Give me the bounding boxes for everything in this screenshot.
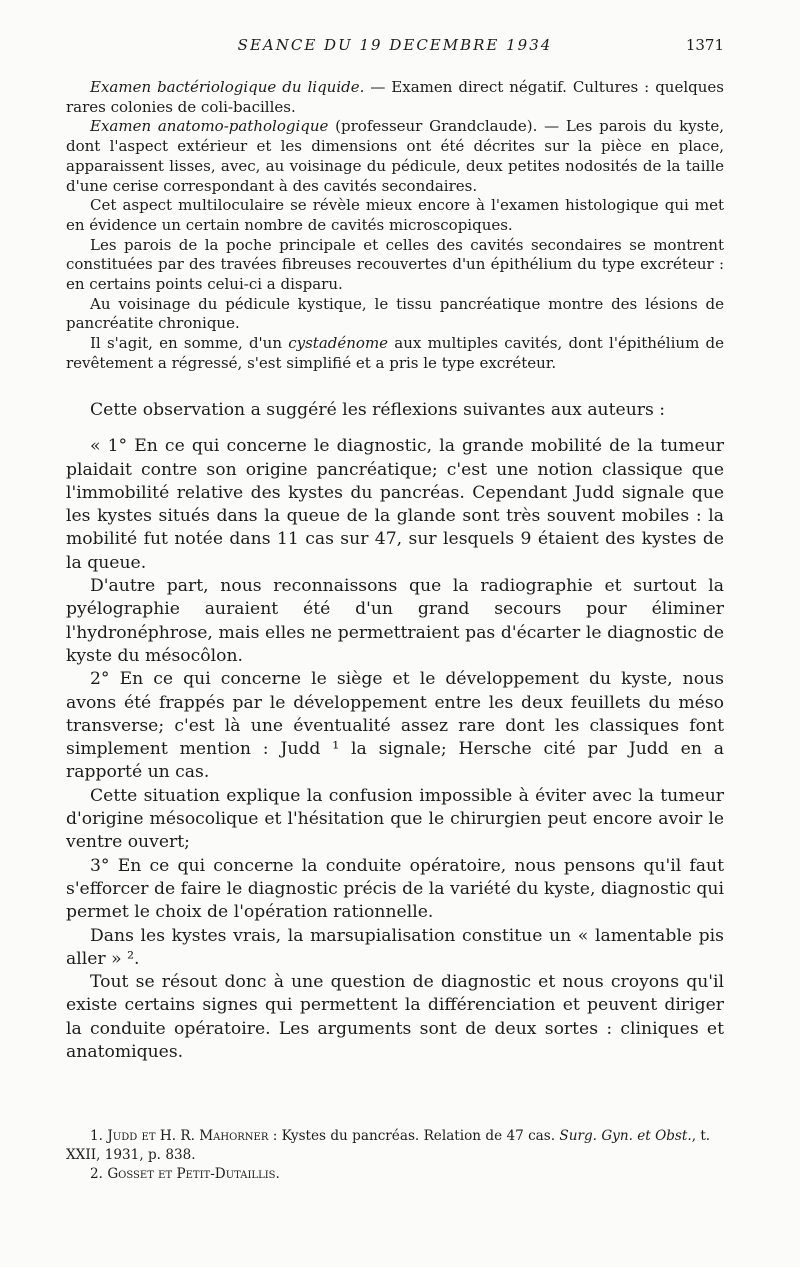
- paragraph: Cet aspect multiloculaire se révèle mieux encore à l'examen histologique qui met en évidence un certain nombre de cavités microscopiques.: [66, 196, 724, 234]
- paragraph: Au voisinage du pédicule kystique, le tissu pancréatique montre des lésions de pancréatite chronique.: [66, 294, 724, 333]
- case-report-section: [66, 78, 724, 374]
- page-number: 1371: [685, 36, 724, 54]
- footnote-number: 1.: [90, 1128, 103, 1144]
- paragraph: Cette situation explique la confusion impossible à éviter avec la tumeur d'origine mésocolique et l'hésitation que le chirurgien peut encore avoir le ventre ouvert;: [66, 785, 724, 853]
- italic-term: cystadénome: [288, 334, 389, 353]
- paragraph: [66, 117, 724, 196]
- paragraph-lead: Examen anatomo-pathologique: [90, 117, 329, 136]
- paragraph: Dans les kystes vrais, la marsupialisation constitue un « lamentable pis aller » ².: [66, 925, 724, 969]
- footnote-number: 2.: [90, 1165, 103, 1182]
- footnote-text: : Kystes du pancréas. Relation de 47 cas.: [268, 1128, 560, 1144]
- paragraph: 2° En ce qui concerne le siège et le développement du kyste, nous avons été frappés par le développement entre les deux feuillets du méso transverse; c'est là une éventualité assez rare dont les classiques font simplement mention : Judd ¹ la signale; Hersche cité par Judd en a rapporté un cas.: [66, 669, 724, 783]
- section-intro: Cette observation a suggéré les réflexions suivantes aux auteurs :: [90, 400, 666, 420]
- footnote-text: , t. XXII, 1931, p. 838.: [66, 1128, 711, 1163]
- paragraph: Tout se résout donc à une question de diagnostic et nous croyons qu'il existe certains signes qui permettent la différenciation et peuvent diriger la conduite opératoire. Les arguments sont de deux sortes : cliniques et anatomiques.: [66, 972, 724, 1063]
- running-title: SEANCE DU 19 DECEMBRE 1934: [237, 36, 553, 54]
- paragraph-lead: Examen bactériologique du liquide.: [90, 78, 365, 96]
- paragraph-text: — Examen direct négatif. Cultures : quelques rares colonies de coli-bacilles.: [66, 78, 724, 116]
- paragraph: « 1° En ce qui concerne le diagnostic, la grande mobilité de la tumeur plaidait contre son origine pancréatique; c'est une notion classique que l'immobilité relative des kystes du pancréas. Cependant Judd signale que les kystes situés dans la queue de la glande sont très souvent mobiles : la mobilité fut notée dans 11 cas sur 47, sur lesquels 9 étaient des kystes de la queue.: [66, 436, 724, 573]
- paragraph: D'autre part, nous reconnaissons que la radiographie et surtout la pyélographie auraient été d'un grand secours pour éliminer l'hydronéphrose, mais elles ne permettraient pas d'écarter le diagnostic de kyste du mésocôlon.: [66, 576, 724, 666]
- footnote-authors: Judd et H. R. Mahorner: [107, 1128, 269, 1144]
- running-header: [66, 36, 724, 58]
- paragraph: [66, 334, 724, 373]
- paragraph-text: Il s'agit, en somme, d'un: [90, 334, 289, 353]
- discussion-section: [66, 399, 724, 1064]
- footnote: [66, 1165, 724, 1184]
- paragraph-text: (professeur Grandclaude). — Les parois du kyste, dont l'aspect extérieur et les dimensions ont été décrites sur la pièce en place, apparaissent lisses, avec, au voisinage du pédicule, deux petites nodosités de la taille d'une cerise correspondant à des cavités secondaires.: [66, 117, 724, 195]
- paragraph: [66, 78, 724, 117]
- paragraph-text: aux multiples cavités, dont l'épithélium de revêtement a régressé, s'est simplifié et a pris le type excréteur.: [66, 334, 724, 372]
- paragraph: Les parois de la poche principale et celles des cavités secondaires se montrent constituées par des travées fibreuses recouvertes d'un épithélium du type excréteur : en certains points celui-ci a disparu.: [66, 235, 724, 294]
- footnotes: [66, 1127, 724, 1183]
- footnote-authors: Gosset et Petit-Dutaillis.: [107, 1165, 280, 1182]
- paragraph: 3° En ce qui concerne la conduite opératoire, nous pensons qu'il faut s'efforcer de faire le diagnostic précis de la variété du kyste, diagnostic qui permet le choix de l'opération rationnelle.: [66, 855, 724, 923]
- footnote: [66, 1127, 724, 1165]
- footnote-journal: Surg. Gyn. et Obst.: [559, 1128, 692, 1144]
